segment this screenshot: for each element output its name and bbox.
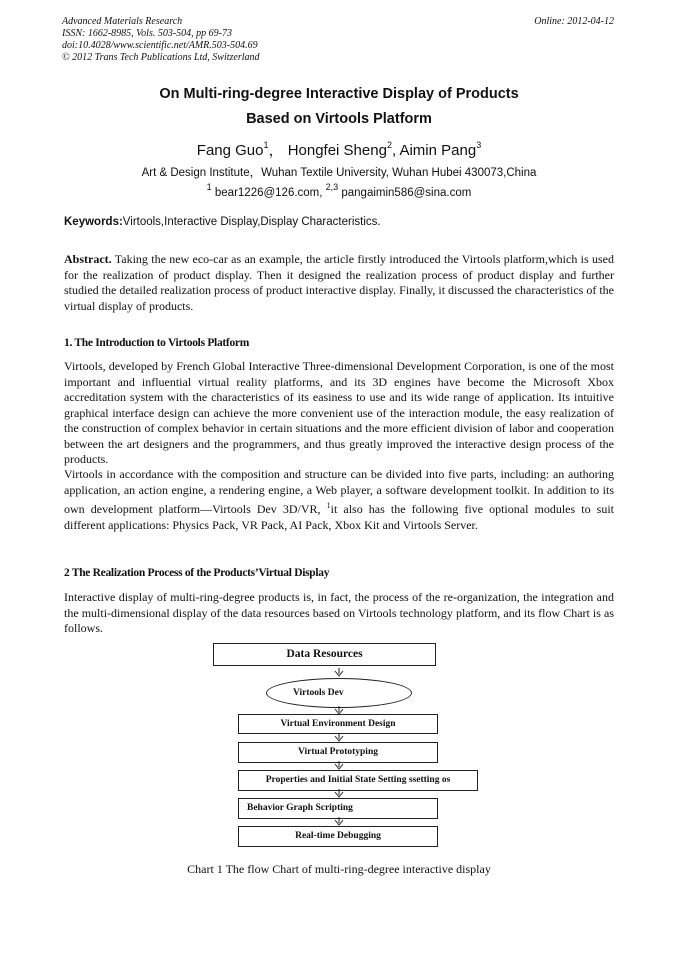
journal-info xyxy=(62,16,260,64)
title-line-1: On Multi-ring-degree Interactive Display of Products xyxy=(159,86,519,102)
author-sup: 1 xyxy=(263,140,269,150)
author-sep: ， xyxy=(268,142,288,159)
abstract-text: Taking the new eco-car as an example, the article firstly introduced the Virtools platform,which is used for the realization of product display. Then it designed the realization process of product display and further studied the detailed realization process of product interactive display. Finally, it discussed the characteristics of the virtual display of products. xyxy=(64,252,614,313)
keywords-text: Virtools,Interactive Display,Display Characteristics. xyxy=(122,216,381,228)
online-date: Online: 2012-04-12 xyxy=(534,16,614,27)
virtual-environment-design-box: Virtual Environment Design xyxy=(238,714,438,734)
keywords xyxy=(64,216,381,228)
paragraph-text: it also has the following five optional modules to suit different applications: Physics Pack, VR Pack, AI Pack, Xbox Kit and Virtools Server. xyxy=(64,502,614,532)
flow-arrow-down-icon xyxy=(333,789,345,799)
paragraph-text: Virtools in accordance with the composition and structure can be divided into five parts, including: an authoring application, an action engine, a rendering engine, a Web player, a software development toolkit. In addition to its own development platform—Virtools Dev 3D/VR, xyxy=(64,467,614,516)
paper-title xyxy=(0,82,678,132)
email-1: bear1226@126.com, xyxy=(211,186,326,199)
affiliation xyxy=(0,166,678,201)
abstract xyxy=(64,252,614,314)
email-sup: 2,3 xyxy=(325,182,339,192)
behavior-graph-scripting-box: Behavior Graph Scripting xyxy=(238,798,438,819)
real-time-debugging-box: Real-time Debugging xyxy=(238,826,438,847)
flow-arrow-down-icon xyxy=(333,668,345,678)
copyright-line: © 2012 Trans Tech Publications Ltd, Switzerland xyxy=(62,52,260,63)
section-2-paragraph-1: Interactive display of multi-ring-degree products is, in fact, the process of the re-organization, the integration and the multi-dimensional display of the data resources based on Virtools technology platform, and its flow Chart is as follows. xyxy=(64,590,614,635)
properties-initial-state-box: Properties and Initial State Setting ssetting os xyxy=(238,770,478,791)
author-sup: 2 xyxy=(386,140,392,150)
email-sup: 1 xyxy=(206,182,212,192)
flow-arrow-down-icon xyxy=(333,706,345,716)
flow-arrow-down-icon xyxy=(333,761,345,771)
author-name: Hongfei Sheng xyxy=(287,142,387,159)
email-2: pangaimin586@sina.com xyxy=(338,186,472,199)
flow-arrow-down-icon xyxy=(333,817,345,827)
keywords-label: Keywords: xyxy=(64,216,123,228)
abstract-label: Abstract. xyxy=(64,252,112,266)
author-name: Aimin Pang xyxy=(399,142,477,159)
section-1-heading: 1. The Introduction to Virtools Platform xyxy=(64,337,249,349)
doi-line: doi:10.4028/www.scientific.net/AMR.503-504.69 xyxy=(62,40,258,51)
author-name: Fang Guo xyxy=(196,142,264,159)
section-1-paragraph-1: Virtools, developed by French Global Interactive Three-dimensional Development Corporation, is one of the most important and influential virtual reality platforms, and its 3D engines have become the Microsoft Xbox accreditation system with the characteristics of its easiness to use and its wide range of application. Its intuitive graphical interface design can achieve the more convenient use of the interaction module, the easy realization of the construction of complex behavior in certain situations and the more efficient division of labor and cooperation between the art designers and the programmers, and thus greatly improved the interactive design process of the products. xyxy=(64,359,614,466)
section-1-paragraph-2 xyxy=(64,467,614,533)
journal-name: Advanced Materials Research xyxy=(62,16,183,27)
virtools-dev-oval: Virtools Dev xyxy=(266,678,412,708)
flow-arrow-down-icon xyxy=(333,733,345,743)
email-line xyxy=(0,181,678,201)
data-resources-box: Data Resources xyxy=(213,643,436,666)
virtual-prototyping-box: Virtual Prototyping xyxy=(238,742,438,763)
issn-line: ISSN: 1662-8985, Vols. 503-504, pp 69-73 xyxy=(62,28,232,39)
author-sep: , xyxy=(391,142,400,159)
affiliation-line: Art & Design Institute，Wuhan Textile University, Wuhan Hubei 430073,China xyxy=(141,167,537,179)
author-list xyxy=(0,139,678,160)
citation-sup: 1 xyxy=(326,501,331,510)
author-sup: 3 xyxy=(476,140,482,150)
section-2-heading: 2 The Realization Process of the Products’Virtual Display xyxy=(64,567,330,579)
chart-caption: Chart 1 The flow Chart of multi-ring-degree interactive display xyxy=(187,862,491,876)
title-line-2: Based on Virtools Platform xyxy=(246,111,432,127)
